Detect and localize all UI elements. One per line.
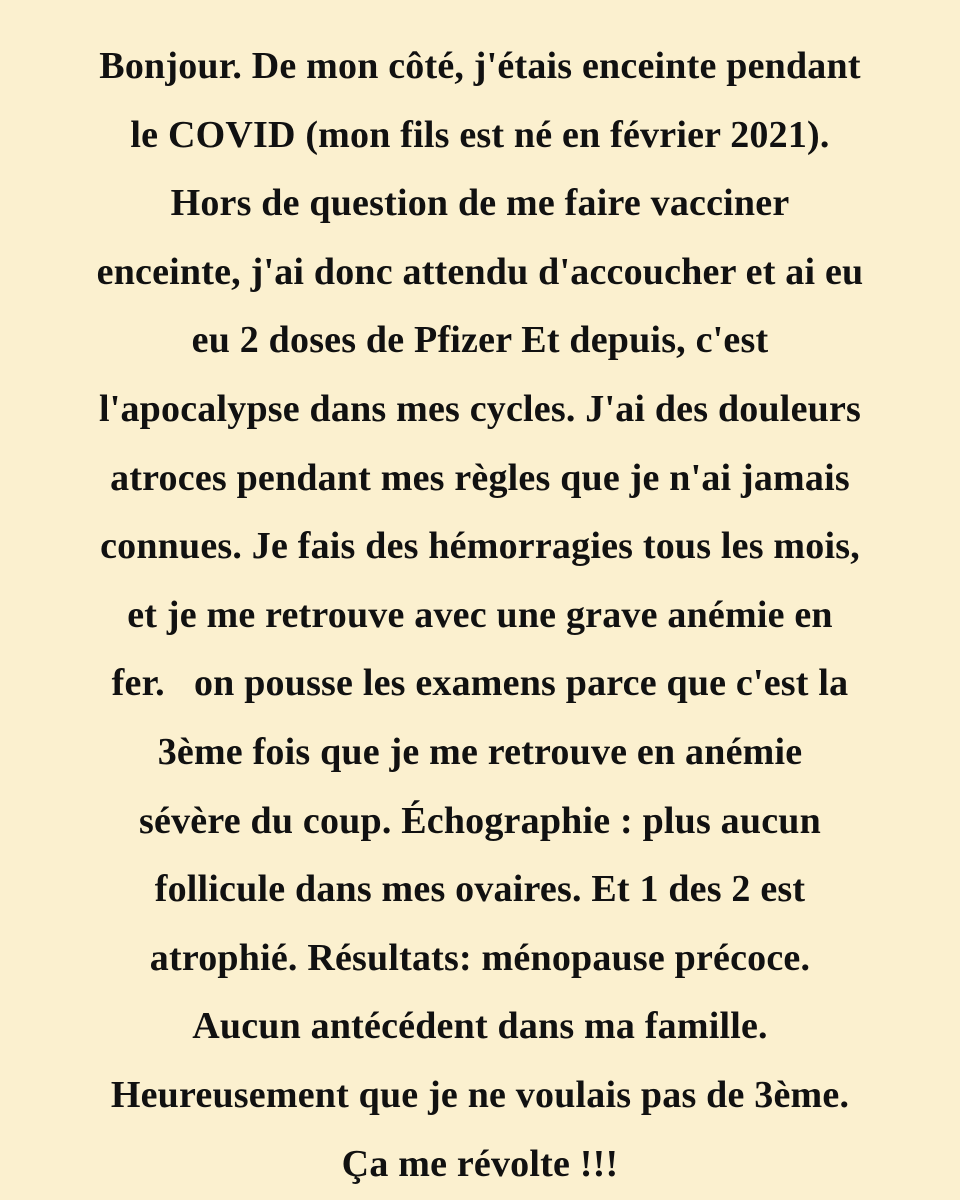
- text-line: atroces pendant mes règles que je n'ai jamais: [110, 456, 850, 499]
- text-line: 3ème fois que je me retrouve en anémie: [157, 730, 803, 773]
- text-line: enceinte, j'ai donc attendu d'accoucher et ai eu: [96, 250, 864, 293]
- text-line: sévère du coup. Échographie : plus aucun: [139, 799, 821, 842]
- testimony-text: [0, 32, 960, 1198]
- text-line: follicule dans mes ovaires. Et 1 des 2 est: [154, 868, 806, 911]
- text-line: eu 2 doses de Pfizer Et depuis, c'est: [191, 319, 769, 362]
- text-line: le COVID (mon fils est né en février 2021).: [130, 113, 830, 156]
- text-line: atrophié. Résultats: ménopause précoce.: [149, 936, 811, 979]
- text-line: connues. Je fais des hémorragies tous les mois,: [100, 525, 860, 568]
- text-line: Ça me révolte !!!: [341, 1142, 619, 1185]
- text-line: Bonjour. De mon côté, j'étais enceinte pendant: [99, 45, 861, 87]
- text-line: fer. on pousse les examens parce que c'est la: [111, 662, 849, 705]
- text-line: Hors de question de me faire vacciner: [170, 182, 790, 225]
- text-line: Heureusement que je ne voulais pas de 3ème.: [110, 1073, 850, 1116]
- text-line: et je me retrouve avec une grave anémie en: [127, 593, 833, 636]
- text-line: l'apocalypse dans mes cycles. J'ai des douleurs: [98, 387, 862, 430]
- text-line: Aucun antécédent dans ma famille.: [192, 1005, 768, 1048]
